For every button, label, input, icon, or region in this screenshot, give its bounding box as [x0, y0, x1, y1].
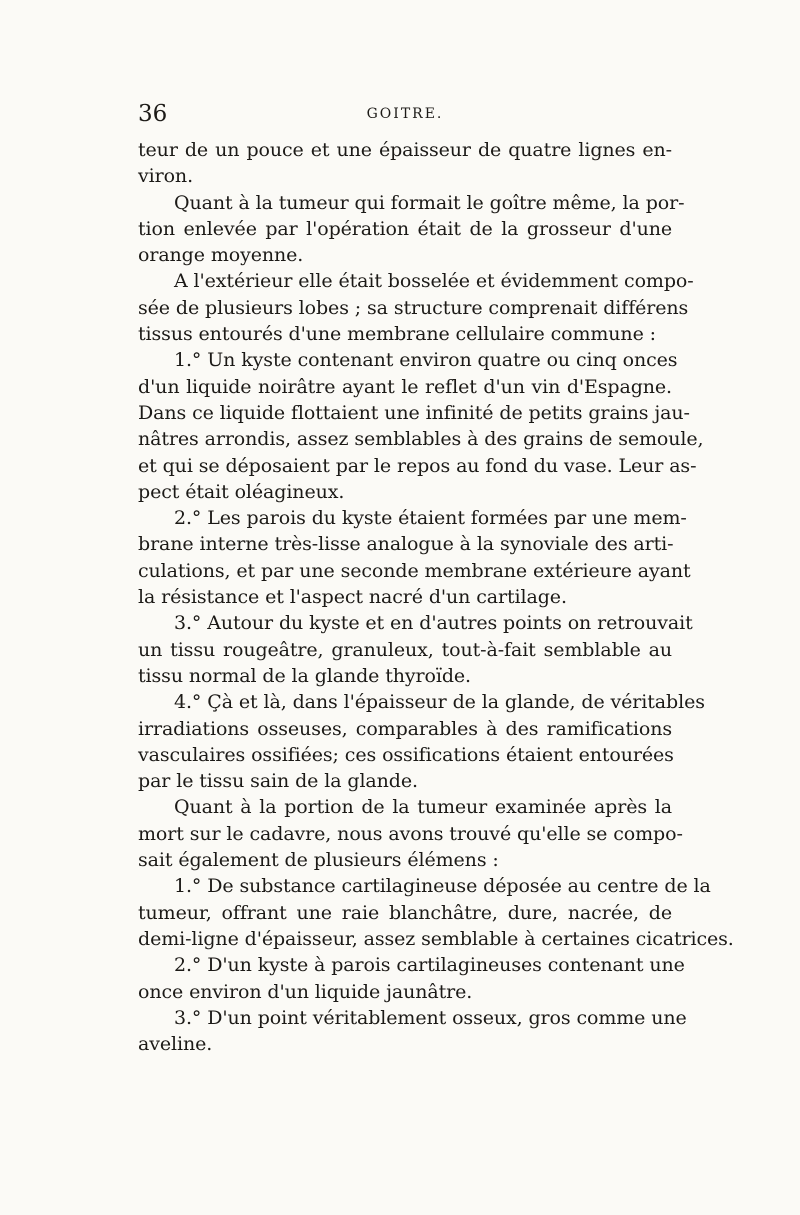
text-line: once environ d'un liquide jaunâtre.	[138, 980, 473, 1003]
text-line: sée de plusieurs lobes ; sa structure comprenait différens	[138, 296, 689, 319]
text-line: 2.° Les parois du kyste étaient formées par une mem-	[174, 507, 687, 530]
text-line: sait également de plusieurs élémens :	[138, 849, 499, 872]
text-line: tissu normal de la glande thyroïde.	[138, 664, 471, 687]
running-title: GOITRE.	[366, 106, 444, 122]
text-line: aveline.	[138, 1033, 213, 1056]
text-line: tumeur, offrant une raie blanchâtre, dure, nacrée, de	[138, 901, 672, 924]
text-line: tissus entourés d'une membrane cellulaire commune :	[138, 323, 656, 346]
text-line: la résistance et l'aspect nacré d'un cartilage.	[138, 586, 567, 609]
text-line: 3.° D'un point véritablement osseux, gros comme une	[174, 1006, 687, 1029]
text-line: mort sur le cadavre, nous avons trouvé qu'elle se compo-	[138, 822, 683, 845]
text-line: Dans ce liquide flottaient une infinité de petits grains jau-	[138, 401, 690, 424]
text-line: viron.	[138, 165, 194, 188]
text-line: Quant à la tumeur qui formait le goître même, la por-	[174, 191, 685, 214]
text-line: pect était oléagineux.	[138, 480, 345, 503]
text-line: brane interne très-lisse analogue à la synoviale des arti-	[138, 533, 674, 556]
page-number: 36	[138, 101, 168, 127]
text-line: irradiations osseuses, comparables à des ramifications	[138, 717, 672, 740]
text-line: 3.° Autour du kyste et en d'autres points on retrouvait	[174, 612, 693, 635]
text-line: A l'extérieur elle était bosselée et évidemment compo-	[174, 270, 694, 293]
text-line: d'un liquide noirâtre ayant le reflet d'un vin d'Espagne.	[138, 375, 672, 398]
text-line: 1.° De substance cartilagineuse déposée au centre de la	[174, 875, 711, 898]
text-line: 4.° Çà et là, dans l'épaisseur de la glande, de véritables	[174, 691, 705, 714]
page-header	[138, 100, 672, 130]
text-line: et qui se déposaient par le repos au fond du vase. Leur as-	[138, 454, 697, 477]
text-line: 1.° Un kyste contenant environ quatre ou cinq onces	[174, 349, 678, 372]
body-text	[138, 137, 734, 1057]
text-line: Quant à la portion de la tumeur examinée après la	[174, 796, 672, 819]
text-line: par le tissu sain de la glande.	[138, 770, 418, 793]
text-line: nâtres arrondis, assez semblables à des grains de semoule,	[138, 428, 704, 451]
text-line: un tissu rougeâtre, granuleux, tout-à-fait semblable au	[138, 638, 672, 661]
text-line: orange moyenne.	[138, 244, 304, 267]
text-line: 2.° D'un kyste à parois cartilagineuses contenant une	[174, 954, 685, 977]
text-line: culations, et par une seconde membrane extérieure ayant	[138, 559, 691, 582]
text-line: demi-ligne d'épaisseur, assez semblable à certaines cicatrices.	[138, 927, 734, 950]
text-line: tion enlevée par l'opération était de la grosseur d'une	[138, 217, 672, 240]
text-line: vasculaires ossifiées; ces ossifications étaient entourées	[138, 743, 674, 766]
text-line: teur de un pouce et une épaisseur de quatre lignes en-	[138, 139, 672, 161]
